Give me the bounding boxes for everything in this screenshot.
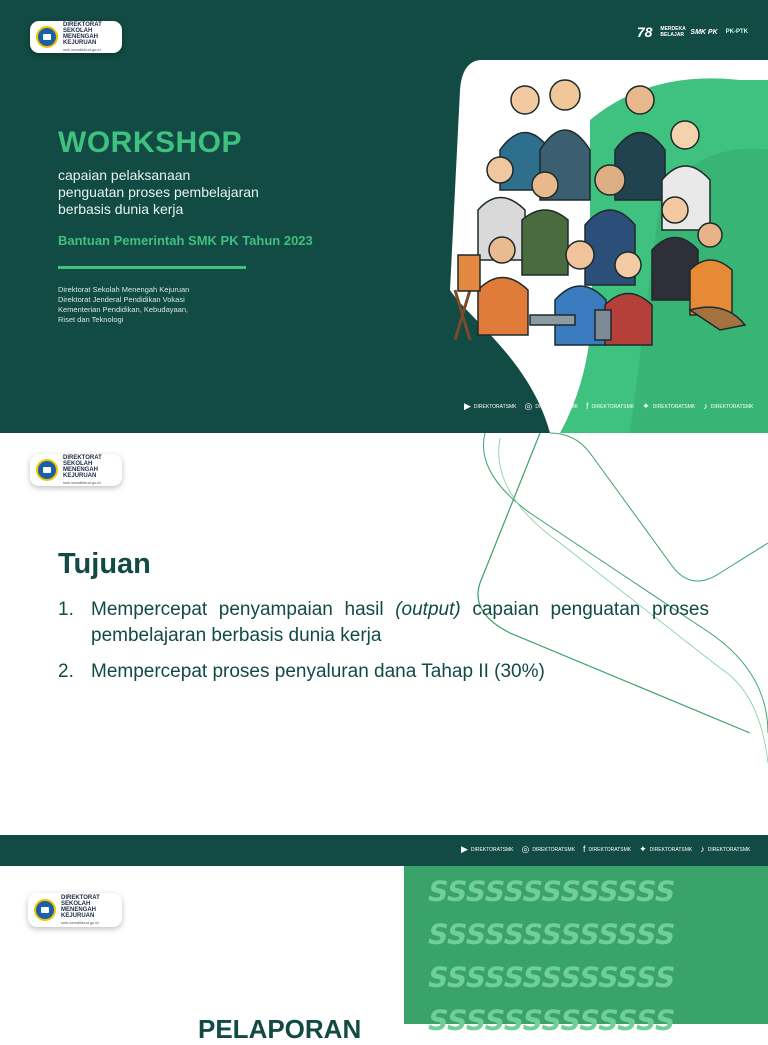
section-title: PELAPORAN xyxy=(198,1014,362,1044)
org-line-4: Riset dan Teknologi xyxy=(58,315,124,324)
section-title: Tujuan xyxy=(58,548,151,580)
social-facebook[interactable] xyxy=(586,402,634,411)
social-handle: DIREKTORATSMK xyxy=(532,846,575,853)
social-handle: DIREKTORATSMK xyxy=(652,403,696,410)
social-instagram[interactable] xyxy=(522,845,575,854)
social-youtube[interactable] xyxy=(461,845,514,854)
youtube-icon: ▶ xyxy=(464,401,471,411)
slide-pelaporan xyxy=(0,866,768,1044)
facebook-icon: f xyxy=(586,401,589,411)
logo-line-2: SEKOLAH MENENGAH xyxy=(61,900,97,913)
tujuan-list xyxy=(58,597,709,695)
social-handle: DIREKTORATSMK xyxy=(649,846,693,853)
social-handle: DIREKTORATSMK xyxy=(535,403,578,410)
program-label: Bantuan Pemerintah SMK PK Tahun 2023 xyxy=(58,233,313,248)
list-text-part: Mempercepat penyampaian hasil xyxy=(91,599,396,620)
org-line-3: Kementerian Pendidikan, Kebudayaan, xyxy=(58,305,189,314)
youtube-icon: ▶ xyxy=(461,844,468,854)
logo-url: smk.kemdikbud.go.id xyxy=(63,479,101,485)
directorate-logo xyxy=(30,454,122,486)
partner-logos xyxy=(637,24,748,40)
logo-line-1: DIREKTORAT xyxy=(63,454,102,461)
logo-line-2: SEKOLAH MENENGAH xyxy=(63,460,99,473)
list-item xyxy=(58,597,709,649)
social-handle: DIREKTORATSMK xyxy=(473,403,517,410)
list-text xyxy=(91,659,709,685)
directorate-logo xyxy=(28,893,122,927)
workshop-subtitle xyxy=(58,167,259,218)
footer-band xyxy=(0,835,768,867)
subtitle-line-1: capaian pelaksanaan xyxy=(58,167,191,183)
tut-wuri-handayani-emblem-icon xyxy=(36,459,58,481)
social-media-row xyxy=(461,845,750,854)
logo-url: smk.kemdikbud.go.id xyxy=(61,919,99,925)
social-handle: DIREKTORATSMK xyxy=(588,846,632,853)
directorate-logo xyxy=(30,21,122,53)
partner-logo-smkpk: SMK PK xyxy=(690,28,718,36)
social-facebook[interactable] xyxy=(583,845,631,854)
logo-line-3: KEJURUAN xyxy=(63,472,97,479)
partner-logo-78: 78 xyxy=(636,24,653,40)
logo-line-3: KEJURUAN xyxy=(61,912,95,919)
decorative-pattern: SSSSSSSSSSSSS SSSSSSSSSSSSS SSSSSSSSSSSSS SSSSSSSSSSSSS xyxy=(404,866,768,1024)
list-text-part: capaian penguatan proses pembelajaran berbasis dunia kerja xyxy=(91,599,709,646)
tut-wuri-handayani-emblem-icon xyxy=(34,899,56,921)
list-text-emphasis: (output) xyxy=(395,599,461,620)
subtitle-line-2: penguatan proses pembelajaran xyxy=(58,184,259,200)
social-handle: DIREKTORATSMK xyxy=(710,403,754,410)
social-handle: DIREKTORATSMK xyxy=(707,846,751,853)
org-line-1: Direktorat Sekolah Menengah Kejuruan xyxy=(58,285,190,294)
partner-logo-merdeka: MERDEKA BELAJAR xyxy=(660,26,686,38)
tiktok-icon: ♪ xyxy=(703,401,708,411)
list-number: 1. xyxy=(58,599,74,620)
logo-url: smk.kemdikbud.go.id xyxy=(63,46,101,52)
organization-text xyxy=(58,285,189,325)
social-tiktok[interactable] xyxy=(703,402,753,411)
list-text-part: Mempercepat proses penyaluran dana Tahap II (30%) xyxy=(91,661,545,682)
tut-wuri-handayani-emblem-icon xyxy=(36,26,58,48)
social-twitter[interactable] xyxy=(642,402,695,411)
list-number: 2. xyxy=(58,661,74,682)
social-instagram[interactable] xyxy=(525,402,578,411)
social-handle: DIREKTORATSMK xyxy=(591,403,635,410)
logo-line-2: SEKOLAH MENENGAH xyxy=(63,27,99,40)
list-item xyxy=(58,659,709,685)
subtitle-line-3: berbasis dunia kerja xyxy=(58,201,184,217)
twitter-icon: ✦ xyxy=(639,844,647,854)
instagram-icon: ◎ xyxy=(524,401,533,411)
social-tiktok[interactable] xyxy=(700,845,750,854)
logo-line-3: KEJURUAN xyxy=(63,39,97,46)
social-handle: DIREKTORATSMK xyxy=(470,846,514,853)
workshop-title: WORKSHOP xyxy=(58,126,242,159)
logo-line-1: DIREKTORAT xyxy=(63,21,102,28)
students-illustration xyxy=(440,60,768,433)
social-twitter[interactable] xyxy=(639,845,692,854)
social-youtube[interactable] xyxy=(464,402,517,411)
org-line-2: Direktorat Jenderal Pendidikan Vokasi xyxy=(58,295,185,304)
instagram-icon: ◎ xyxy=(521,844,530,854)
logo-line-1: DIREKTORAT xyxy=(61,894,100,901)
slide-tujuan xyxy=(0,433,768,854)
list-text xyxy=(91,597,709,649)
social-media-row xyxy=(464,402,753,411)
partner-logo-pkptk: PK-PTK xyxy=(725,29,748,35)
twitter-icon: ✦ xyxy=(642,401,650,411)
slide-workshop-cover xyxy=(0,0,768,433)
tiktok-icon: ♪ xyxy=(700,844,705,854)
divider-line xyxy=(58,266,246,269)
facebook-icon: f xyxy=(583,844,586,854)
